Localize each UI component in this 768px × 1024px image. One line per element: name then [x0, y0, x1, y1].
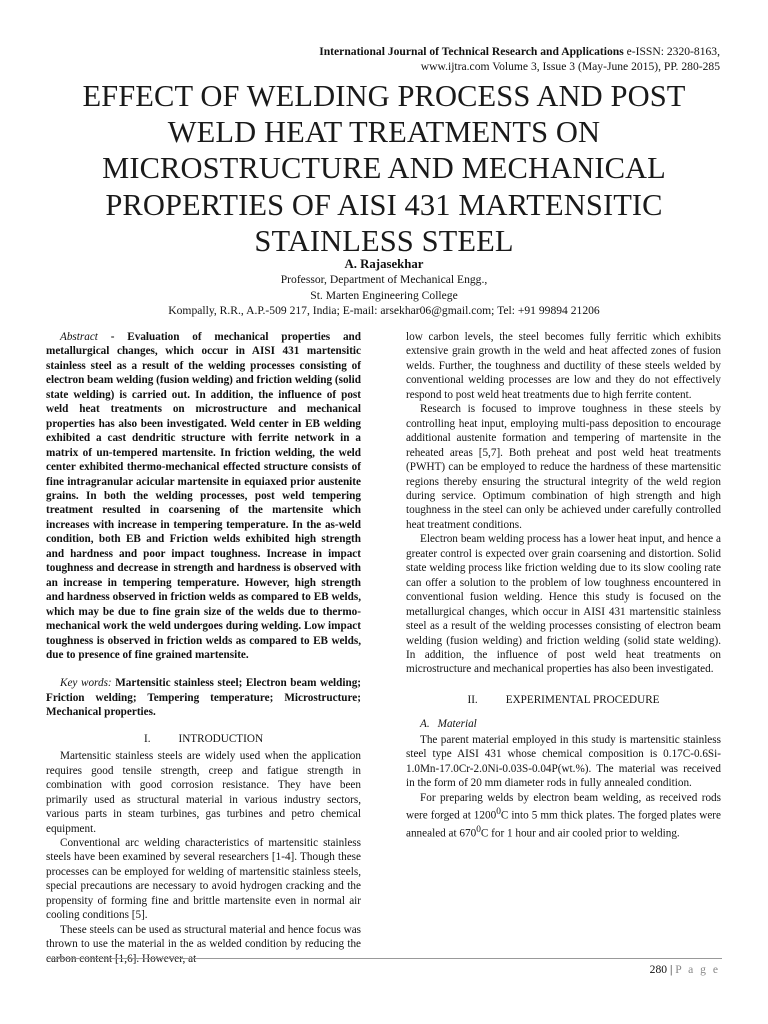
keywords-text: Martensitic stainless steel; Electron beam welding; Friction welding; Tempering temperature; Microstructure; Mechanical properties. — [46, 677, 362, 719]
abstract-text: - Evaluation of mechanical properties and metallurgical changes, which occur in AISI 431 martensitic stainless steel as a result of the welding processes consisting of electron beam welding (fusion welding) and friction welding (solid state welding) is carried out. In addition, the influence of post weld heat treatments on microstructure and mechanical properties has also been investigated. Weld center in EB welding exhibited a cast dendritic structure with ferrite network in a matrix of un-tempered martensite. In friction welding, the weld center exhibited thermo-mechanical effected structure consists of fine intragranular acicular martensite in equiaxed prior austenite grains. In both the welding processes, post weld tempering treatment resulted in coarsening of the martensite which increases with increase in tempering temperature. In the as-weld condition, both EB and Friction welds exhibited high strength and hardness and poor impact toughness. Increase in impact toughness and decrease in strength and hardness is observed with an increase in tempering temperature. However, high strength and hardness observed in friction welds as compared to EB welds, which may be due to fine grain size of the welds due to thermo-mechanical work the weld undergoes during welding. Low impact toughness is observed in friction welds as compared to EB welds, due to presence of fine grained martensite. — [46, 331, 361, 661]
superscript: 0 — [476, 825, 481, 836]
text-run: C for 1 hour and air cooled prior to welding. — [480, 827, 680, 840]
subsection-heading-material — [420, 717, 721, 731]
page-number: 280 — [649, 963, 668, 976]
paragraph: Research is focused to improve toughness in these steels by controlling heat input, employing multi-pass deposition to encourage additional austenite formation and tempering of martensite in the reheated areas [5,7]. Both preheat and post weld heat treatments (PWHT) can be employed to reduce the hardness of these martensitic regions thereby ensuring the structural integrity of the weld region during service. Optimum combination of high strength and high toughness in the steel can only be achieved under carefully controlled heat treatment conditions. — [406, 403, 721, 531]
author-name: A. Rajasekhar — [344, 257, 424, 271]
keywords — [46, 676, 361, 719]
section-title: INTRODUCTION — [178, 732, 264, 745]
section-number: II. — [467, 693, 478, 706]
paragraph: The parent material employed in this study is martensitic stainless steel type AISI 431 whose chemical composition is 0.17C-0.6Si-1.0Mn-17.0Cr-2.0Ni-0.03S-0.04P(wt.%). The material was received in the form of 20 mm diameter rods in fully annealed condition. — [406, 733, 721, 790]
section-title: EXPERIMENTAL PROCEDURE — [505, 693, 660, 706]
journal-header — [200, 44, 720, 74]
paper-title: EFFECT OF WELDING PROCESS AND POST WELD HEAT TREATMENTS ON MICROSTRUCTURE AND MECHANICAL PROPERTIES OF AISI 431 MARTENSITIC STAINLESS STEEL — [82, 79, 686, 258]
paragraph: low carbon levels, the steel becomes fully ferritic which exhibits extensive grain growth in the weld and heat affected zones of fusion welds. Further, the toughness and ductility of these steels welded by conventional welding processes are low and they do not effectively respond to post weld heat treatments due to high ferrite content. — [406, 331, 721, 401]
author-institution: St. Marten Engineering College — [310, 288, 458, 302]
left-column — [46, 330, 361, 966]
journal-name: International Journal of Technical Research and Applications — [319, 45, 624, 58]
page-label: P a g e — [675, 963, 720, 976]
subsection-number: A. — [420, 718, 430, 731]
footer-divider — [46, 958, 722, 959]
section-heading-experimental — [406, 693, 721, 707]
right-column — [406, 330, 721, 841]
author-block — [40, 256, 728, 319]
paragraph: Electron beam welding process has a lower heat input, and hence a greater control is expected over grain coarsening and distortion. Solid state welding process like friction welding due to its slow cooling rate can offer a solution to the problem of low toughness encountered in conventional fusion welding. Hence this study is focused on the metallurgical changes, which occur in AISI 431 martensitic stainless steel as a result of the welding processes consisting of electron beam welding (fusion welding) and friction welding (solid state welding). In addition, the influence of post weld heat treatments on microstructure and mechanical properties has also been investigated. — [406, 533, 721, 676]
page-separator: | — [669, 963, 673, 976]
author-address: Kompally, R.R., A.P.-509 217, India; E-mail: arsekhar06@gmail.com; Tel: +91 99894 21206 — [168, 304, 600, 317]
section-heading-introduction — [46, 732, 361, 746]
subsection-title: Material — [437, 718, 477, 731]
text-run: For preparing welds by electron beam welding, as received rods were forged at 1200 — [406, 791, 721, 822]
journal-title-line — [200, 44, 720, 59]
journal-issn: e-ISSN: 2320-8163, — [626, 45, 720, 58]
paragraph: These steels can be used as structural material and hence focus was thrown to use the material in the as welded condition by reducing the carbon content [1,6]. However, at — [46, 923, 362, 965]
abstract-label: Abstract — [60, 331, 98, 343]
paragraph — [406, 791, 721, 842]
paragraph: Martensitic stainless steels are widely used when the application requires good tensile strength, creep and fatigue strength in combination with good corrosion resistance. They have been primarily used as structural material in various industry sectors, various parts in steam turbines, gas turbines and petro chemical equipment. — [46, 750, 361, 835]
journal-volume-line: www.ijtra.com Volume 3, Issue 3 (May-June 2015), PP. 280-285 — [420, 60, 720, 73]
page-footer — [650, 963, 720, 976]
keywords-label: Key words: — [60, 677, 112, 690]
section-number: I. — [143, 732, 151, 745]
abstract — [46, 330, 361, 662]
author-position: Professor, Department of Mechanical Engg., — [280, 273, 488, 286]
superscript: 0 — [496, 807, 501, 818]
paragraph: Conventional arc welding characteristics of martensitic stainless steels have been examined by several researchers [1-4]. Though these processes can be employed for welding of martensitic stainless steels, special precautions are necessary to avoid hydrogen cracking and the propensity of forming fine and brittle martensite even in normal air cooling conditions [5]. — [46, 836, 361, 922]
text-run: C into 5 mm thick plates. The forged plates were annealed at 670 — [406, 809, 721, 840]
